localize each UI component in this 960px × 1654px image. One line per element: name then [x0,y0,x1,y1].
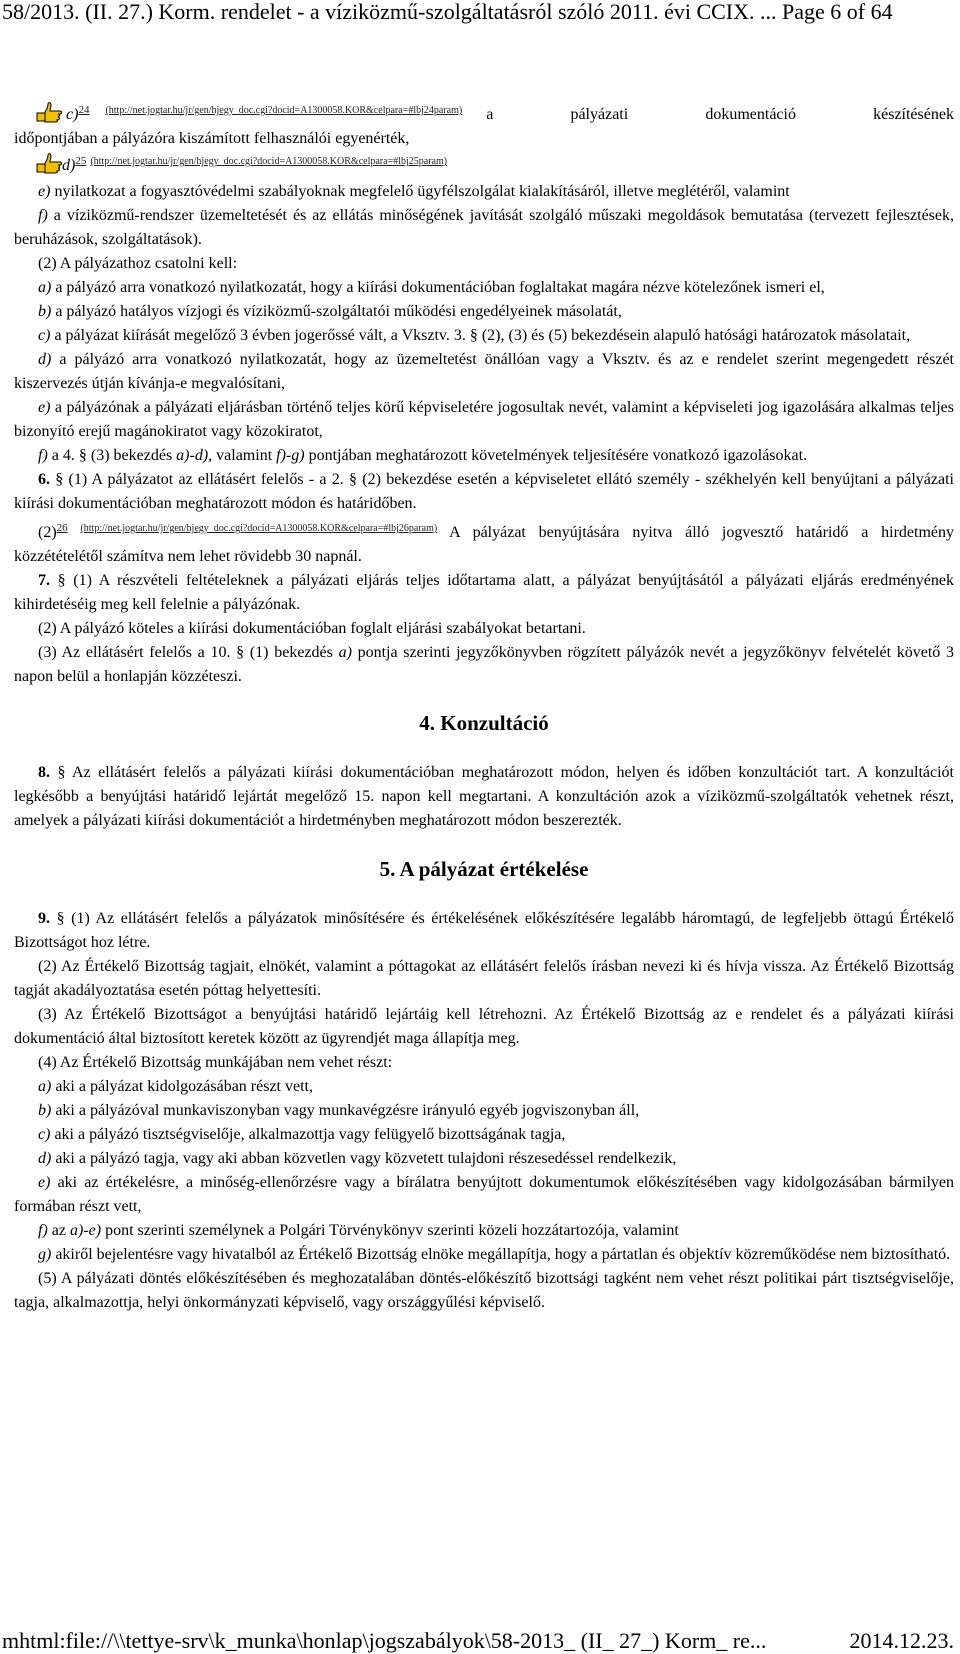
item-text: aki a pályázó tagja, vagy aki abban közvetlen vagy közvetett tulajdoni részesedéssel rendelkezik, [51,1150,677,1167]
section-number: 9. [38,910,50,927]
item-text: a pályázó hatályos vízjogi és víziközmű-szolgáltatói működési engedélyeinek másolatát, [51,303,622,320]
item-text: aki a pályázóval munkaviszonyban vagy munkavégzésre irányuló egyéb jogviszonyban áll, [51,1102,640,1119]
item-c-word-4: készítésének [873,106,954,123]
page-footer [0,1628,960,1654]
item-label: a) [38,279,52,296]
item-c-word-2: pályázati [570,106,629,123]
section-6-paragraph-2 [14,516,954,569]
item-text: pontjában meghatározott követelmények teljesítésére vonatkozó igazolásokat. [304,447,808,464]
item-text: a víziközmű-rendszer üzemeltetését és az ellátás minőségének javítását szolgáló műszaki megoldások bemutatása (tervezett fejlesztések, beruházások, szolgáltatások). [14,207,954,248]
item-d9-paragraph [14,1147,954,1171]
section-number: 8. [38,764,50,781]
section-text: (3) Az ellátásért felelős a 10. § (1) bekezdés [38,644,339,661]
section-6-paragraph-1 [14,468,954,516]
pointing-hand-icon[interactable] [36,101,62,123]
section-text: A pályázat benyújtására nyitva álló jogvesztő határidő a hirdetmény közzétételétől számítva nem lehet rövidebb 30 napnál. [14,524,954,565]
item-c-reference-line [14,98,954,127]
section-9-paragraph-3: (3) Az Értékelő Bizottságot a benyújtási határidő lejártáig kell létrehozni. Az Értékelő Bizottság az e rendelet és a pályázati kiírási dokumentáció által biztosított keretek között az ügyrendjét maga állapítja meg. [14,1006,954,1047]
footnote-26-link[interactable]: 26 [56,522,68,534]
paragraph-2-intro: (2) A pályázathoz csatolni kell: [38,255,238,272]
section-7-paragraph-1 [14,569,954,617]
item-text: aki az értékelésre, a minőség-ellenőrzésre vagy a bírálatra benyújtott dokumentumok előkészítésében vagy kidolgozásában bármilyen formában részt vett, [14,1174,954,1215]
item-text-italic: a)-d) [176,447,209,464]
item-label: g) [38,1246,52,1263]
item-f9-paragraph [14,1219,954,1243]
item-label: f) [38,1222,48,1239]
footer-date: 2014.12.23. [849,1628,954,1653]
item-e9-paragraph [14,1171,954,1219]
item-label: b) [38,303,52,320]
item-label: a) [38,1078,52,1095]
section-9-paragraph-5: (5) A pályázati döntés előkészítésében és meghozatalában döntés-előkészítő bizottsági tagként nem vehet részt politikai párt tisztségviselője, tagja, alkalmazottja, helyi önkormányzati képviselő, vagy országgyűlési képviselő. [14,1270,954,1311]
section-text: § (1) Az ellátásért felelős a pályázatok minősítésére és értékelésének előkészítésére legalább háromtagú, de legfeljebb öttagú Értékelő Bizottságot hoz létre. [14,910,954,951]
item-label: f) [38,447,48,464]
item-text: a 4. § (3) bekezdés [47,447,177,464]
item-text: a pályázónak a pályázati eljárásban történő teljes körű képviseletére jogosultak nevét, valamint a képviseleti jog igazolására alkalmas teljes bizonyító erejű magánokiratot vagy közokiratot, [14,399,954,440]
pointing-hand-icon[interactable] [36,152,62,174]
section-9-paragraph-4: (4) Az Értékelő Bizottság munkájában nem vehet részt: [38,1054,393,1071]
item-label: e) [38,1174,51,1191]
item-c9-paragraph [14,1123,954,1147]
item-text: akiről bejelentésre vagy hivatalból az Értékelő Bizottság elnöke megállapítja, hogy a pártatlan és objektív közreműködése nem biztosítható. [51,1246,951,1263]
item-text: aki a pályázat kidolgozásában részt vett, [51,1078,313,1095]
section-text: § (1) A pályázatot az ellátásért felelős - a 2. § (2) bekezdése esetén a képviseletet ellátó személy - székhelyén kell benyújtani a pályázati kiírási dokumentációban meghatározott módon és határidőben. [14,471,954,512]
item-label: c) [38,327,51,344]
item-text: a pályázó arra vonatkozó nyilatkozatát, hogy a kiírási dokumentációban foglaltakat magára nézve kötelezőnek ismeri el, [51,279,825,296]
item-text-italic: f)-g) [276,447,305,464]
item-label: d) [38,351,52,368]
section-number: 6. [38,471,50,488]
item-e-paragraph [14,180,954,204]
item-b2-paragraph [14,300,954,324]
item-b9-paragraph [14,1099,954,1123]
item-text: a pályázó arra vonatkozó nyilatkozatát, hogy az üzemeltetést önállóan vagy a Vksztv. és az e rendelet szerint megengedett részét kiszervezés útján kívánja-e megvalósítani, [14,351,954,392]
chapter-4-heading: 4. Konzultáció [419,711,549,735]
item-label: d) [38,1150,52,1167]
section-number: 7. [38,572,50,589]
section-7-paragraph-2: (2) A pályázó köteles a kiírási dokumentációban foglalt eljárási szabályokat betartani. [38,620,586,637]
footnote-24-url[interactable]: (http://net.jogtar.hu/jr/gen/hjegy_doc.cgi?docid=A1300058.KOR&celpara=#lbj24param) [105,105,463,116]
section-9-paragraph-2: (2) Az Értékelő Bizottság tagjait, elnökét, valamint a póttagokat az ellátásért felelős írásban nevezi ki és hívja vissza. Az Értékelő Bizottság tagját akadályoztatása esetén póttag helyettesíti. [14,958,954,999]
section-text: § (1) A részvételi feltételeknek a pályázati eljárás teljes időtartama alatt, a pályázat benyújtásától a pályázati eljárás eredményének kihirdetéséig meg kell felelnie a pályázónak. [14,572,954,613]
item-label: b) [38,1102,52,1119]
item-text: aki a pályázó tisztségviselője, alkalmazottja vagy felügyelő bizottságának tagja, [50,1126,566,1143]
item-c-word-3: dokumentáció [705,106,796,123]
footnote-25-url[interactable]: (http://net.jogtar.hu/jr/gen/hjegy_doc.cgi?docid=A1300058.KOR&celpara=#lbj25param) [90,156,448,167]
page-header [0,0,960,32]
item-text: nyilatkozat a fogyasztóvédelmi szabályoknak megfelelő ügyfélszolgálat kialakításáról, illetve meglétéről, valamint [50,183,790,200]
paragraph-marker: (2) [38,524,57,541]
section-9-paragraph-1 [14,907,954,955]
item-c-label: c) [66,106,79,123]
section-text: § Az ellátásért felelős a pályázati kiírási dokumentációban meghatározott módon, helyen és időben konzultációt tart. A konzultációt legkésőbb a benyújtási határidő lejártát megelőző 15. napon kell megtartani. A konzultáción azok a víziközmű-szolgáltatók vehetnek részt, amelyek a pályázati kiírási dokumentációt a hirdetményben meghatározott módon beszerezték. [14,764,954,829]
item-c-word-1: a [486,106,494,123]
item-a9-paragraph [14,1075,954,1099]
item-f2-paragraph [14,444,954,468]
section-text: pontja szerinti jegyzőkönyvben rögzített pályázók nevét a jegyzőkönyv felvételét követő 3 napon belül a honlapján közzéteszi. [14,644,955,685]
section-8-paragraph [14,761,954,833]
item-text: pont szerinti személynek a Polgári Törvénykönyv szerinti közeli hozzátartozója, valamint [101,1222,679,1239]
item-e2-paragraph [14,396,954,444]
item-label: e) [38,399,51,416]
item-text: az [47,1222,70,1239]
footnote-25-link[interactable]: 25 [75,155,87,167]
item-label: f) [38,207,48,224]
item-label: e) [38,183,51,200]
chapter-5-heading: 5. A pályázat értékelése [379,857,589,881]
item-text: , valamint [208,447,277,464]
document-body [14,98,954,1315]
footnote-24-link[interactable]: 24 [78,104,90,116]
page-header-title: 58/2013. (II. 27.) Korm. rendelet - a víziközmű-szolgáltatásról szóló 2011. évi CCIX. ... Page 6 of 64 [2,0,893,24]
item-d-label: d) [62,157,76,174]
item-d-reference-line [14,151,954,176]
item-a2-paragraph [14,276,954,300]
item-text: a pályázat kiírását megelőző 3 évben jogerőssé vált, a Vksztv. 3. § (2), (3) és (5) bekezdésein alapuló hatósági határozatok másolatait, [50,327,911,344]
item-c-continuation: időpontjában a pályázóra kiszámított felhasználói egyenérték, [14,130,410,147]
item-c2-paragraph [14,324,954,348]
section-text-italic: a) [338,644,352,661]
item-g9-paragraph [14,1243,954,1267]
item-d2-paragraph [14,348,954,396]
footer-file-path: mhtml:file://\\tettye-srv\k_munka\honlap\jogszabályok\58-2013_ (II_ 27_) Korm_ re... [2,1628,767,1653]
item-label: c) [38,1126,51,1143]
footnote-26-url[interactable]: (http://net.jogtar.hu/jr/gen/hjegy_doc.cgi?docid=A1300058.KOR&celpara=#lbj26param) [80,523,438,534]
item-text-italic: a)-e) [69,1222,102,1239]
section-7-paragraph-3 [14,641,954,689]
item-f-paragraph [14,204,954,252]
